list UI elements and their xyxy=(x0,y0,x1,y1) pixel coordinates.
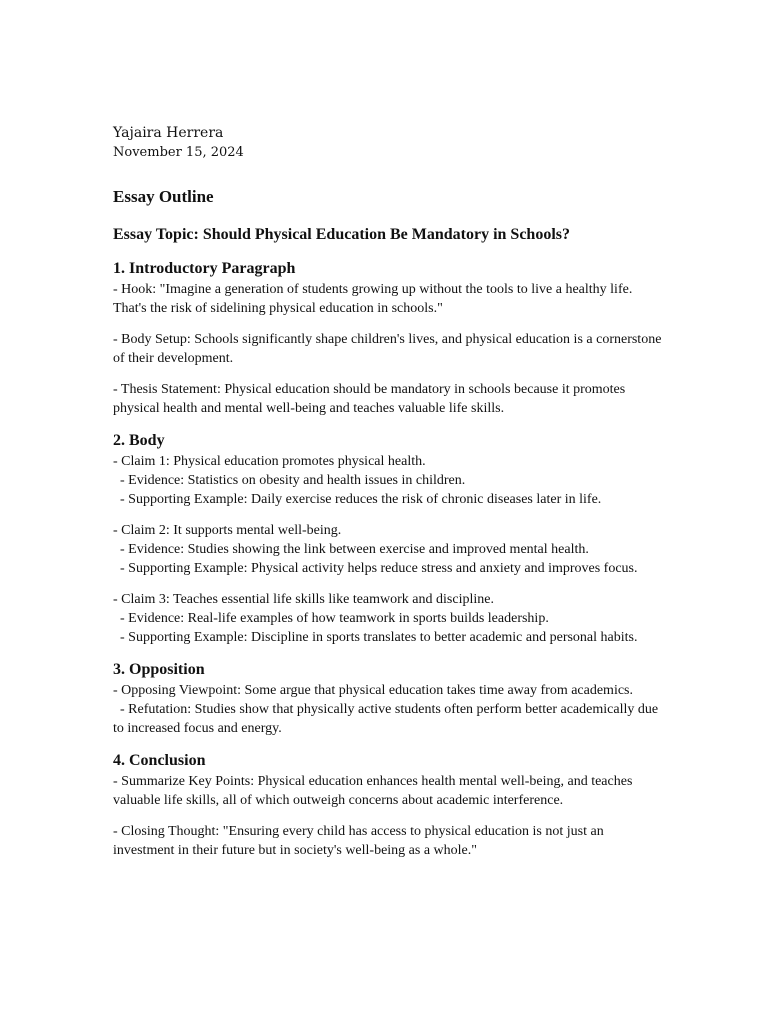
outline-section xyxy=(113,258,663,418)
outline-line: - Supporting Example: Physical activity helps reduce stress and anxiety and improves focus. xyxy=(113,561,638,576)
outline-line: - Supporting Example: Daily exercise reduces the risk of chronic diseases later in life. xyxy=(113,492,602,507)
outline-line: - Summarize Key Points: Physical education enhances health mental well-being, and teaches valuable life skills, all of which outweigh concerns about academic interference. xyxy=(113,774,636,808)
essay-topic: Essay Topic: Should Physical Education Be Mandatory in Schools? xyxy=(113,226,570,243)
outline-line: - Thesis Statement: Physical education should be mandatory in schools because it promotes physical health and mental well-being and teaches valuable life skills. xyxy=(113,382,629,416)
author-name: Yajaira Herrera xyxy=(113,125,224,141)
outline-paragraph xyxy=(113,822,663,860)
outline-line: - Claim 3: Teaches essential life skills like teamwork and discipline. xyxy=(113,592,494,607)
outline-line: - Closing Thought: "Ensuring every child has access to physical education is not just an investment in their future but in society's well-being as a whole." xyxy=(113,824,608,858)
outline-line: - Supporting Example: Discipline in sports translates to better academic and personal habits. xyxy=(113,630,638,645)
section-heading: 3. Opposition xyxy=(113,661,205,678)
outline-line: - Hook: "Imagine a generation of students growing up without the tools to live a healthy life. That's the risk of sidelining physical education in schools." xyxy=(113,282,636,316)
document-page xyxy=(113,124,663,860)
outline-line: - Claim 1: Physical education promotes physical health. xyxy=(113,454,426,469)
outline-paragraph xyxy=(113,681,663,738)
outline-sections xyxy=(113,258,663,860)
outline-line: - Evidence: Studies showing the link between exercise and improved mental health. xyxy=(113,542,589,557)
outline-section xyxy=(113,659,663,738)
outline-line: - Opposing Viewpoint: Some argue that physical education takes time away from academics. xyxy=(113,683,634,698)
outline-line: - Refutation: Studies show that physically active students often perform better academically due to increased focus and energy. xyxy=(113,702,662,736)
section-heading: 1. Introductory Paragraph xyxy=(113,260,296,277)
outline-paragraph xyxy=(113,452,663,509)
outline-section xyxy=(113,430,663,647)
outline-section xyxy=(113,750,663,860)
outline-paragraph xyxy=(113,280,663,318)
section-heading: 2. Body xyxy=(113,432,165,449)
document-title: Essay Outline xyxy=(113,187,214,206)
document-date: November 15, 2024 xyxy=(113,145,244,160)
outline-paragraph xyxy=(113,521,663,578)
outline-paragraph xyxy=(113,330,663,368)
section-heading: 4. Conclusion xyxy=(113,752,206,769)
outline-line: - Evidence: Real-life examples of how teamwork in sports builds leadership. xyxy=(113,611,549,626)
outline-paragraph xyxy=(113,590,663,647)
outline-paragraph xyxy=(113,380,663,418)
outline-line: - Body Setup: Schools significantly shape children's lives, and physical education is a cornerstone of their development. xyxy=(113,332,665,366)
outline-line: - Evidence: Statistics on obesity and health issues in children. xyxy=(113,473,466,488)
outline-paragraph xyxy=(113,772,663,810)
outline-line: - Claim 2: It supports mental well-being. xyxy=(113,523,342,538)
